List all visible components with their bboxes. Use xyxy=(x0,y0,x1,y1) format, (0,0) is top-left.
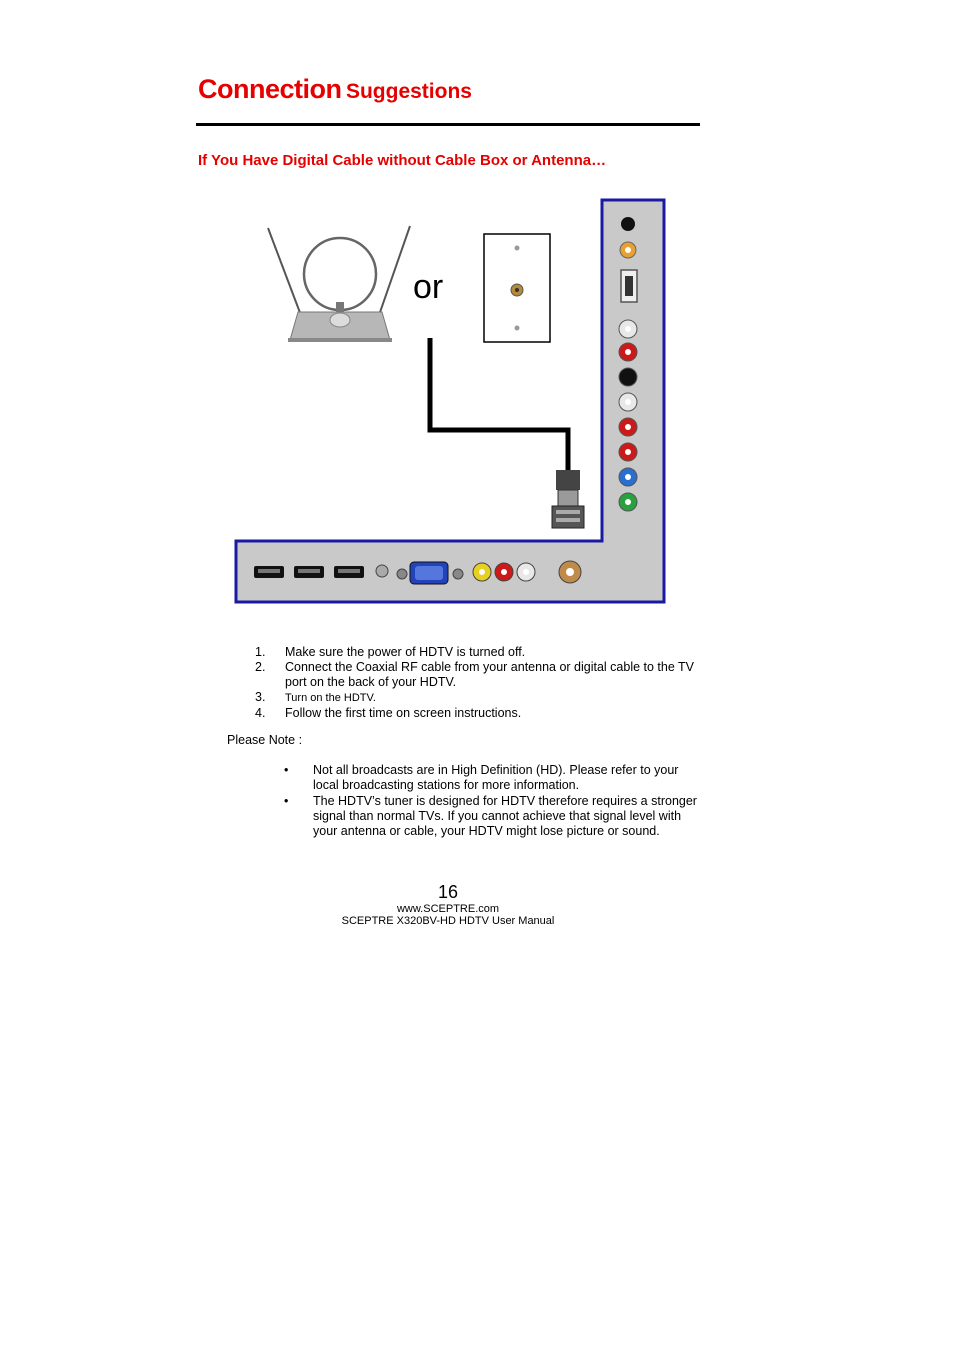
list-item: 1. Make sure the power of HDTV is turned off. xyxy=(255,645,526,659)
antenna-icon xyxy=(268,226,410,342)
hdmi-port-icon xyxy=(294,566,324,578)
note-label: Please Note : xyxy=(227,733,303,747)
instruction-list xyxy=(255,645,705,721)
tv-back-panel xyxy=(236,200,664,602)
section-subtitle: If You Have Digital Cable without Cable Box or Antenna… xyxy=(198,152,607,169)
page-title xyxy=(198,74,472,105)
audio-port-icon xyxy=(376,565,388,577)
audio-port-icon xyxy=(397,569,407,579)
coaxial-connector-icon xyxy=(552,470,584,528)
list-item: • The HDTV’s tuner is designed for HDTV therefore requires a stronger signal than normal TVs. If you cannot achieve that signal level with your antenna or cable, your HDTV might lose picture or sound. xyxy=(284,794,697,838)
list-item: 2. Connect the Coaxial RF cable from your antenna or digital cable to the TV port on the back of your HDTV. xyxy=(255,660,695,689)
title-main: Connection xyxy=(198,74,342,104)
footer-manual-title: SCEPTRE X320BV-HD HDTV User Manual xyxy=(341,915,555,927)
wall-plate-icon xyxy=(484,234,550,342)
or-label: or xyxy=(413,268,444,306)
page-number: 16 xyxy=(437,882,459,902)
hdmi-port-icon xyxy=(254,566,284,578)
s-video-port-icon xyxy=(619,368,637,386)
connection-diagram xyxy=(230,190,670,610)
headphone-port-icon xyxy=(621,217,635,231)
coaxial-cable xyxy=(430,338,568,478)
list-item: 4. Follow the first time on screen instructions. xyxy=(255,706,522,720)
title-secondary: Suggestions xyxy=(345,80,472,103)
vga-port-icon xyxy=(410,562,448,584)
title-divider xyxy=(196,123,700,126)
list-item: 3. Turn on the HDTV. xyxy=(255,690,376,704)
hdmi-port-icon xyxy=(334,566,364,578)
footer-website: www.SCEPTRE.com xyxy=(396,903,500,915)
note-list xyxy=(284,763,704,840)
list-item: • Not all broadcasts are in High Definition (HD). Please refer to your local broadcasting stations for more information. xyxy=(284,763,679,792)
